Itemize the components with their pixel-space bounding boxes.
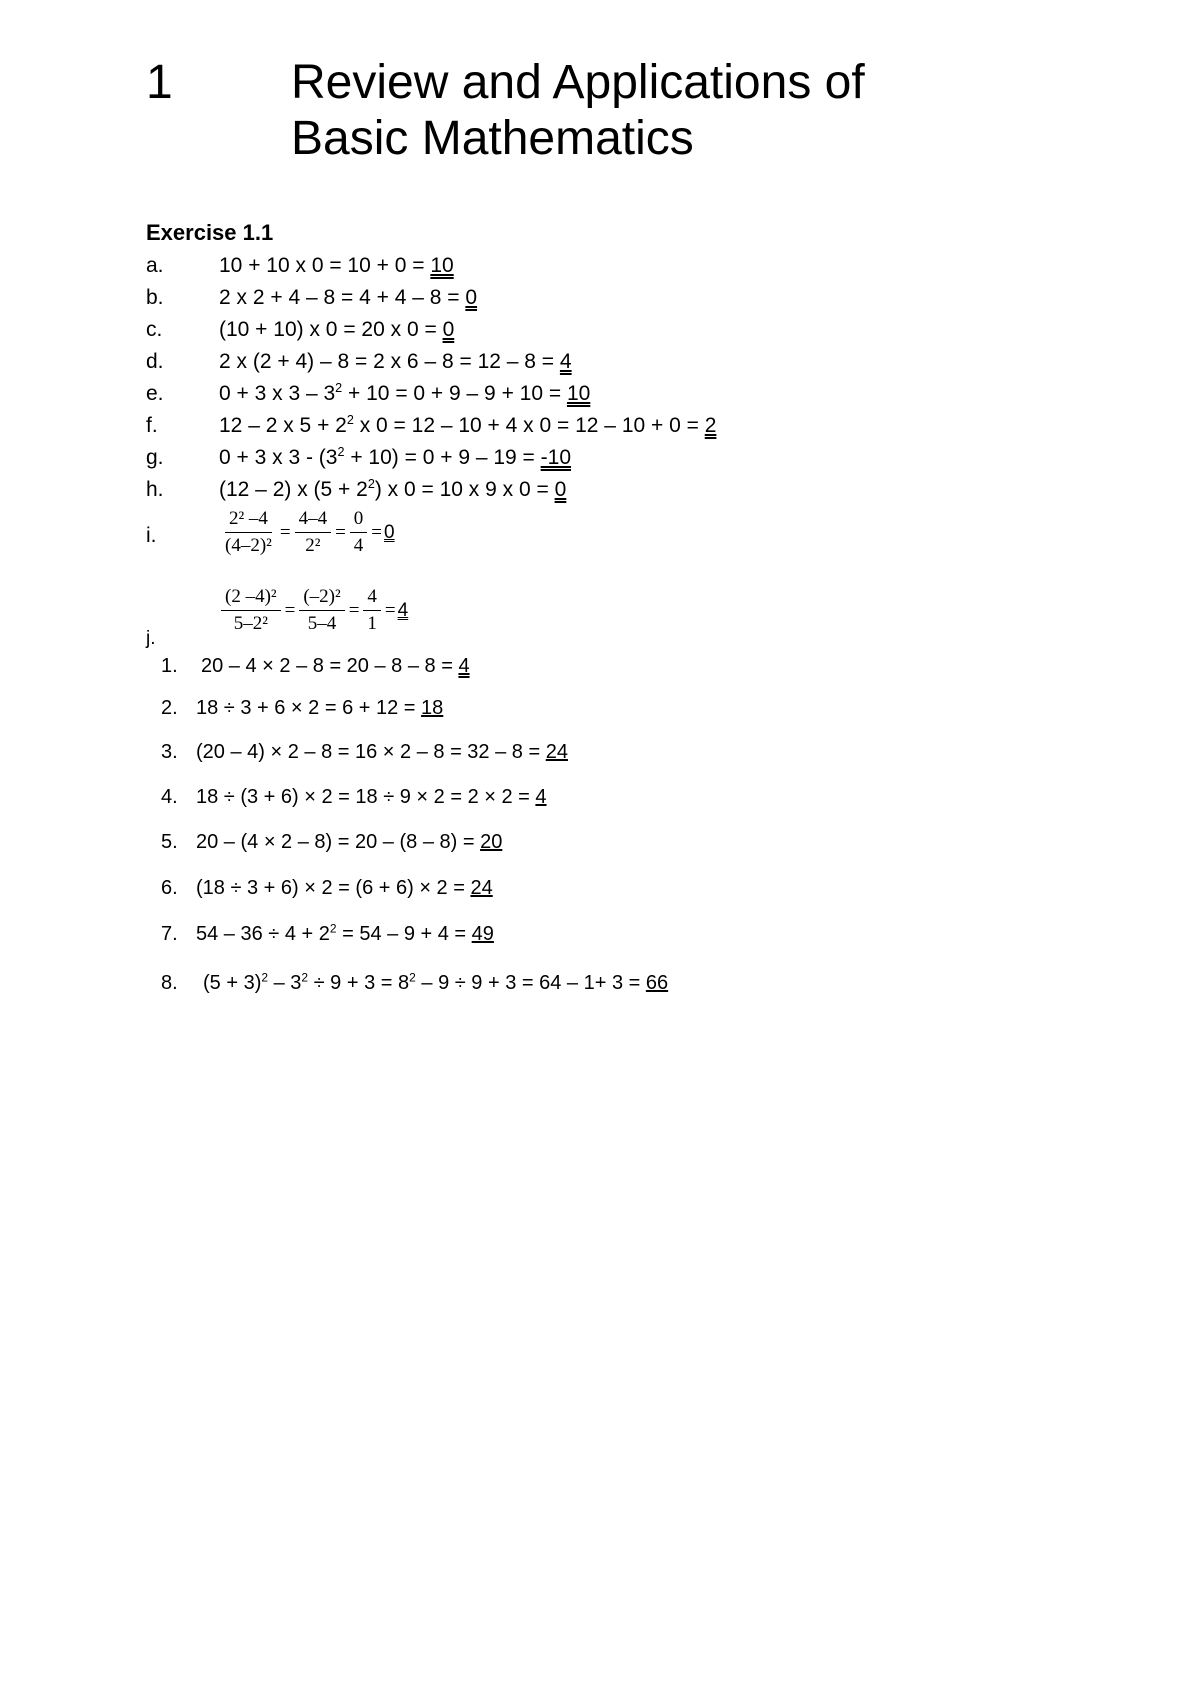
num-label-1: 1. — [161, 655, 178, 677]
item-expr-b: 2 x 2 + 4 – 8 = 4 + 4 – 8 = 0 — [219, 286, 478, 309]
num-expr-1: 20 – 4 × 2 – 8 = 20 – 8 – 8 = 4 — [201, 655, 470, 677]
answer-g: -10 — [540, 446, 572, 469]
item-label-c: c. — [146, 318, 163, 341]
answer-e: 10 — [566, 382, 591, 405]
answer-j: 4 — [397, 599, 409, 621]
num-label-7: 7. — [161, 923, 178, 945]
item-label-j: j. — [146, 628, 156, 649]
fraction: $\frac{\text{(2 –4)²}}{\text{5–2²}}$ — [221, 586, 281, 635]
item-expr-d: 2 x (2 + 4) – 8 = 2 x 6 – 8 = 12 – 8 = 4 — [219, 350, 572, 373]
fraction: $\frac{4-4}{\text{2²}}$ — [295, 508, 332, 557]
item-expr-g: 0 + 3 x $3 - (3^2 + 10) = 0 + 9 - 19 = -10$ — [219, 445, 572, 469]
item-expr-j: $\frac{\text{(2 –4)²}}{\text{5–2²}}$ = $\frac{\text{(–2)²}}{5-4}$ = $\frac{4}{1}$ = 4 — [219, 586, 408, 635]
num-expr-6: (18 ÷ 3 + 6) × 2 = (6 + 6) × 2 = 24 — [196, 877, 493, 899]
num-answer-1: 4 — [458, 655, 470, 677]
exercise-heading: Exercise 1.1 — [146, 220, 274, 245]
item-label-a: a. — [146, 254, 164, 277]
num-expr-4: 18 ÷ (3 + 6) × 2 = 18 ÷ 9 × 2 = 2 × 2 = 4 — [196, 786, 547, 808]
answer-f: 2 — [704, 414, 717, 437]
item-expr-e: 0 + 3 x $3 - 3^2 + 10 = 0 + 9 - 9 + 10 = 10$ — [219, 381, 591, 405]
num-answer-6: 24 — [470, 877, 493, 899]
item-expr-h: (12 – 2) x $(5 + 2^2)$ x 0 = 10 x 9 x 0 = 0 — [219, 477, 567, 501]
item-label-i: i. — [146, 524, 157, 547]
item-expr-a: 10 + 10 x 0 = 10 + 0 = 10 — [219, 254, 454, 277]
answer-c: 0 — [442, 318, 455, 341]
chapter-title-line-1: Review and Applications of — [291, 56, 865, 109]
num-answer-4: 4 — [535, 786, 547, 808]
answer-i: 0 — [384, 521, 395, 543]
num-expr-7: $54 - 36 \div 4 + 2^2 = 54 - 9 + 4 = 49$ — [196, 921, 494, 945]
num-answer-3: 24 — [545, 741, 568, 763]
fraction: $\frac{\text{2² –4}}{\text{(4–2)²}}$ — [225, 508, 272, 556]
fraction: $\frac{\text{(–2)²}}{5-4}$ — [299, 586, 344, 635]
chapter-title — [291, 55, 865, 167]
answer-d: 4 — [559, 350, 572, 373]
fraction: $\frac{0}{4}$ — [350, 508, 368, 557]
num-expr-5: 20 – (4 × 2 – 8) = 20 – (8 – 8) = 20 — [196, 831, 503, 853]
answer-a: 10 — [430, 254, 454, 277]
num-label-8: 8. — [161, 972, 178, 994]
num-expr-8: $(5 + 3)^2 - 3^2 \div 9 + 3 = 8^2 - 9 \div 9 + 3 = 64 - 1+ 3 = 66$ — [203, 970, 669, 994]
num-answer-5: 20 — [480, 831, 503, 853]
item-label-b: b. — [146, 286, 164, 309]
item-expr-f: 12 – 2 x $5 + 2^2$ x 0 = 12 – 10 + 4 x 0 = 12 – 10 + 0 = 2 — [219, 413, 717, 437]
num-answer-7: 49 — [471, 923, 494, 945]
num-expr-2: 18 ÷ 3 + 6 × 2 = 6 + 12 = 18 — [196, 697, 444, 719]
num-label-4: 4. — [161, 786, 178, 808]
item-label-f: f. — [146, 414, 158, 437]
num-label-6: 6. — [161, 877, 178, 899]
num-label-3: 3. — [161, 741, 178, 763]
item-label-g: g. — [146, 446, 164, 469]
num-label-5: 5. — [161, 831, 178, 853]
num-answer-8: 66 — [645, 972, 669, 994]
fraction: $\frac{4}{1}$ — [363, 586, 381, 635]
num-answer-2: 18 — [421, 697, 444, 719]
item-expr-c: (10 + 10) x 0 = 20 x 0 = 0 — [219, 318, 455, 341]
item-label-e: e. — [146, 382, 164, 405]
chapter-title-line-2: Basic Mathematics — [291, 112, 694, 165]
chapter-number: 1 — [146, 56, 173, 109]
answer-h: 0 — [554, 478, 567, 501]
item-label-h: h. — [146, 478, 164, 501]
answer-b: 0 — [465, 286, 478, 309]
item-expr-i: $\frac{\text{2² –4}}{\text{(4–2)²}}$ = $\frac{4-4}{\text{2²}}$ = $\frac{0}{4}$ = 0 — [219, 508, 395, 557]
num-label-2: 2. — [161, 697, 178, 719]
num-expr-3: (20 – 4) × 2 – 8 = 16 × 2 – 8 = 32 – 8 = 24 — [196, 741, 568, 763]
item-label-d: d. — [146, 350, 164, 373]
